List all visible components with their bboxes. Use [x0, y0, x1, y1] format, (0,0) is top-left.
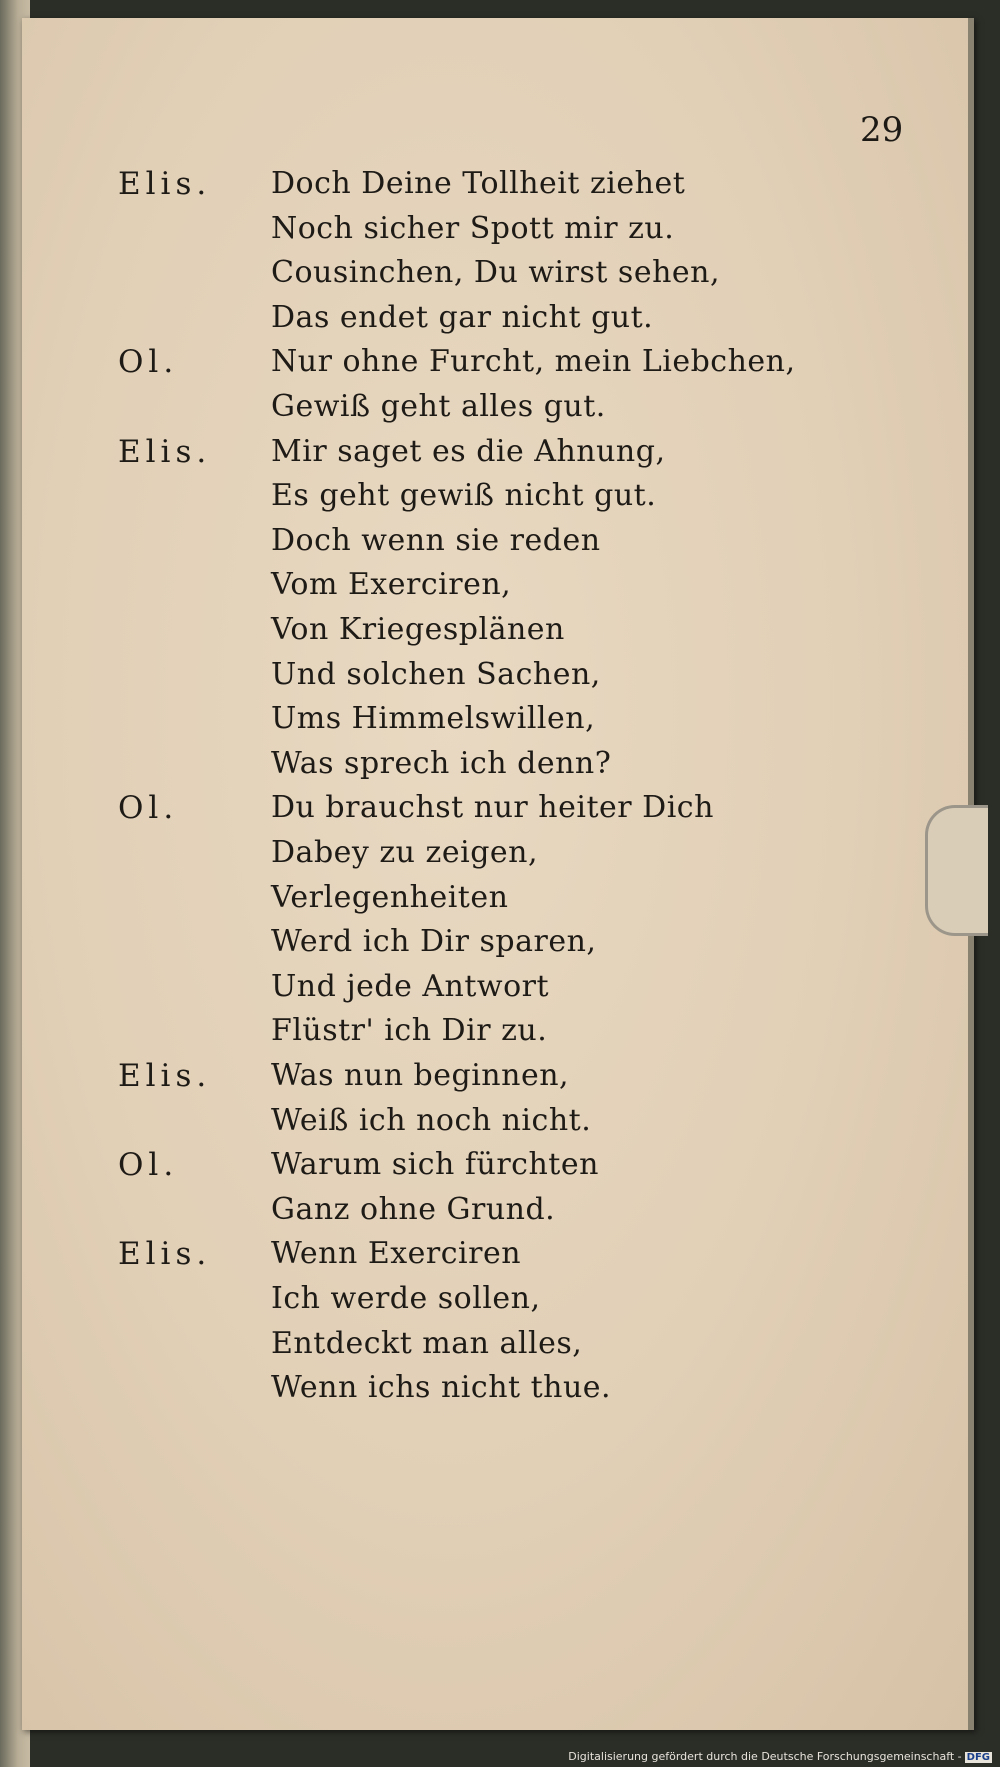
verse-line	[22, 746, 968, 796]
verse-line	[22, 1370, 968, 1420]
verse-text: Ganz ohne Grund.	[271, 1191, 556, 1227]
speaker-label: Ol.	[118, 1147, 179, 1184]
verse-line	[22, 523, 968, 573]
verse-line	[22, 166, 968, 216]
verse-line	[22, 389, 968, 439]
verse-text: Wenn Exerciren	[271, 1236, 522, 1272]
verse-line	[22, 1013, 968, 1063]
verse-line	[22, 657, 968, 707]
page-tab	[925, 805, 988, 936]
verse-text: Was nun beginnen,	[271, 1058, 570, 1093]
page-number: 29	[860, 110, 904, 150]
verse-text: Von Kriegesplänen	[271, 612, 565, 647]
verse-text: Wenn ichs nicht thue.	[271, 1370, 612, 1406]
verse-text: Entdeckt man alles,	[271, 1325, 583, 1361]
verse-text: Mir saget es die Ahnung,	[271, 433, 666, 469]
speaker-label: Elis.	[118, 1058, 212, 1094]
verse-line	[22, 211, 968, 261]
verse-text: Weiß ich noch nicht.	[271, 1102, 592, 1138]
verse-line	[22, 1326, 968, 1376]
verse-line	[22, 1058, 968, 1108]
speaker-label: Ol.	[118, 344, 179, 381]
verse-text: Dabey zu zeigen,	[271, 835, 539, 870]
verse-line	[22, 567, 968, 617]
verse-text: Du brauchst nur heiter Dich	[271, 790, 714, 826]
book-page	[22, 18, 974, 1730]
verse-line	[22, 1281, 968, 1331]
speaker-label: Elis.	[118, 433, 212, 470]
verse-line	[22, 300, 968, 350]
verse-line	[22, 1103, 968, 1153]
speaker-label: Ol.	[118, 790, 179, 827]
verse-text: Und solchen Sachen,	[271, 656, 601, 692]
verse-text: Gewiß geht alles gut.	[271, 389, 606, 424]
verse-text: Und jede Antwort	[271, 968, 550, 1004]
verse-line	[22, 924, 968, 974]
verse-line	[22, 612, 968, 662]
verse-text: Doch Deine Tollheit ziehet	[271, 166, 686, 201]
verse-line	[22, 255, 968, 305]
verse-line	[22, 835, 968, 885]
verse-line	[22, 1236, 968, 1286]
verse-line	[22, 790, 968, 840]
verse-text: Ums Himmelswillen,	[271, 701, 596, 737]
verse-text: Vom Exerciren,	[271, 567, 512, 603]
speaker-label: Elis.	[118, 1236, 212, 1273]
verse-text: Was sprech ich denn?	[271, 745, 612, 781]
footer-credit	[568, 1750, 992, 1763]
verse-text: Ich werde sollen,	[271, 1281, 541, 1316]
verse-text: Es geht gewiß nicht gut.	[271, 478, 657, 514]
verse-text: Nur ohne Furcht, mein Liebchen,	[271, 344, 796, 380]
verse-text: Werd ich Dir sparen,	[271, 924, 597, 960]
verse-line	[22, 701, 968, 751]
verse-line	[22, 478, 968, 528]
verse-line	[22, 1192, 968, 1242]
verse-line	[22, 969, 968, 1019]
verse-text: Cousinchen, Du wirst sehen,	[271, 255, 721, 291]
verse-line	[22, 880, 968, 930]
verse-text: Doch wenn sie reden	[271, 522, 601, 558]
speaker-label: Elis.	[118, 166, 212, 202]
verse-line	[22, 434, 968, 484]
verse-text: Das endet gar nicht gut.	[271, 299, 654, 335]
verse-text: Warum sich fürchten	[271, 1147, 599, 1183]
verse-text: Noch sicher Spott mir zu.	[271, 210, 675, 246]
verse-text: Flüstr' ich Dir zu.	[271, 1013, 548, 1049]
verse-line	[22, 344, 968, 394]
verse-text: Verlegenheiten	[271, 879, 509, 915]
footer-text: Digitalisierung gefördert durch die Deutsche Forschungsgemeinschaft -	[568, 1750, 962, 1763]
dfg-logo-icon: DFG	[966, 1752, 990, 1763]
verse-line	[22, 1147, 968, 1197]
